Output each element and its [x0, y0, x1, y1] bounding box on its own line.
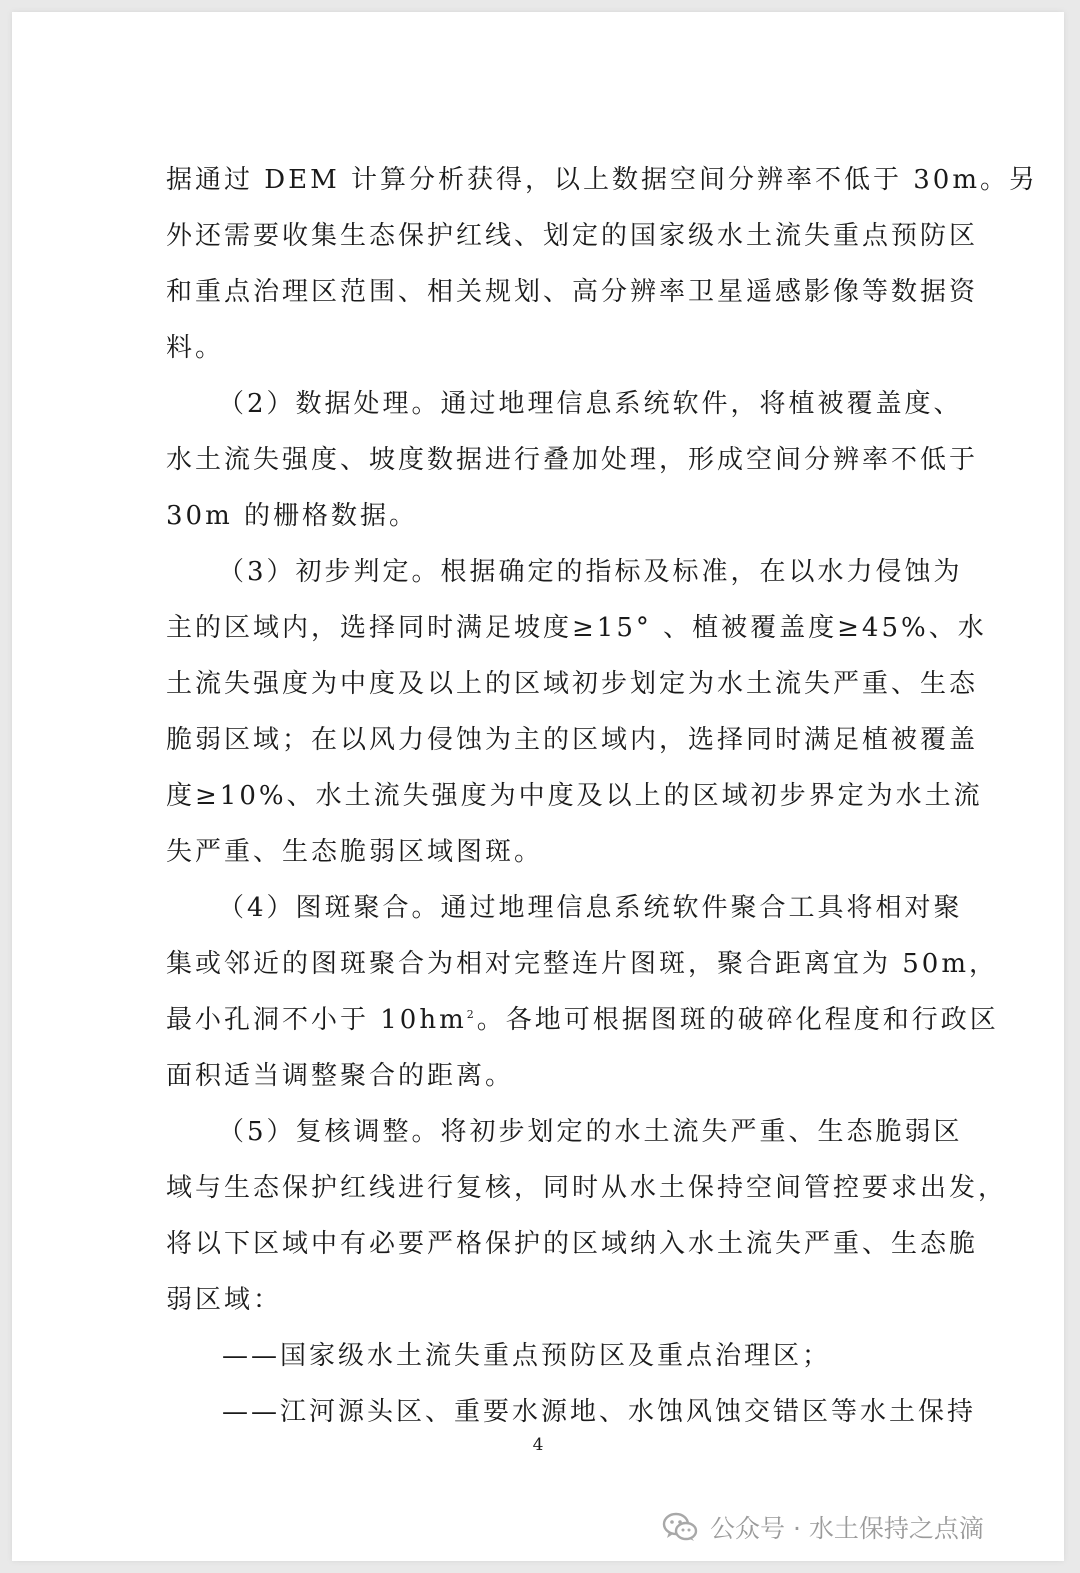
superscript: 2 — [466, 1008, 477, 1021]
text-line: 集或邻近的图斑聚合为相对完整连片图斑，聚合距离宜为 50m， — [166, 949, 999, 979]
text-line: 外还需要收集生态保护红线、划定的国家级水土流失重点预防区 — [166, 221, 979, 251]
text-line: 据通过 DEM 计算分析获得，以上数据空间分辨率不低于 30m。另 — [166, 165, 1038, 195]
text-line: 土流失强度为中度及以上的区域初步划定为水土流失严重、生态 — [166, 669, 979, 699]
document-body — [166, 152, 1038, 1440]
text-line: 脆弱区域；在以风力侵蚀为主的区域内，选择同时满足植被覆盖 — [166, 725, 979, 755]
document-page — [12, 12, 1064, 1561]
text-line: 域与生态保护红线进行复核，同时从水土保持空间管控要求出发， — [166, 1173, 1008, 1203]
text-line: 面积适当调整聚合的距离。 — [166, 1061, 515, 1091]
paragraph-4-heading: （4）图斑聚合。通过地理信息系统软件聚合工具将相对聚 — [218, 893, 963, 923]
list-item: ——国家级水土流失重点预防区及重点治理区； — [222, 1341, 832, 1371]
text-fragment: 。各地可根据图斑的破碎化程度和行政区 — [476, 1005, 999, 1035]
text-line: 弱区域： — [166, 1285, 283, 1315]
paragraph-5-heading: （5）复核调整。将初步划定的水土流失严重、生态脆弱区 — [218, 1117, 963, 1147]
watermark-text: 公众号 · 水土保持之点滴 — [710, 1514, 984, 1543]
list-item: ——江河源头区、重要水源地、水蚀风蚀交错区等水土保持 — [222, 1397, 977, 1427]
text-line: 将以下区域中有必要严格保护的区域纳入水土流失严重、生态脆 — [166, 1229, 979, 1259]
paragraph-3-heading: （3）初步判定。根据确定的指标及标准，在以水力侵蚀为 — [218, 557, 963, 587]
text-line: 料。 — [166, 333, 225, 363]
text-line — [166, 992, 999, 1048]
text-line: 和重点治理区范围、相关规划、高分辨率卫星遥感影像等数据资 — [166, 277, 979, 307]
text-line: 失严重、生态脆弱区域图斑。 — [166, 837, 544, 867]
text-line: 30m 的栅格数据。 — [166, 501, 419, 531]
wechat-watermark — [662, 1505, 984, 1549]
text-fragment: 最小孔洞不小于 10hm — [166, 1005, 467, 1035]
text-line: 度≥10%、水土流失强度为中度及以上的区域初步界定为水土流 — [166, 781, 983, 811]
wechat-icon — [662, 1512, 698, 1542]
paragraph-2-heading: （2）数据处理。通过地理信息系统软件，将植被覆盖度、 — [218, 389, 963, 419]
page-number: 4 — [532, 1435, 544, 1455]
text-line: 主的区域内，选择同时满足坡度≥15° 、植被覆盖度≥45%、水 — [166, 613, 987, 643]
text-line: 水土流失强度、坡度数据进行叠加处理，形成空间分辨率不低于 — [166, 445, 979, 475]
